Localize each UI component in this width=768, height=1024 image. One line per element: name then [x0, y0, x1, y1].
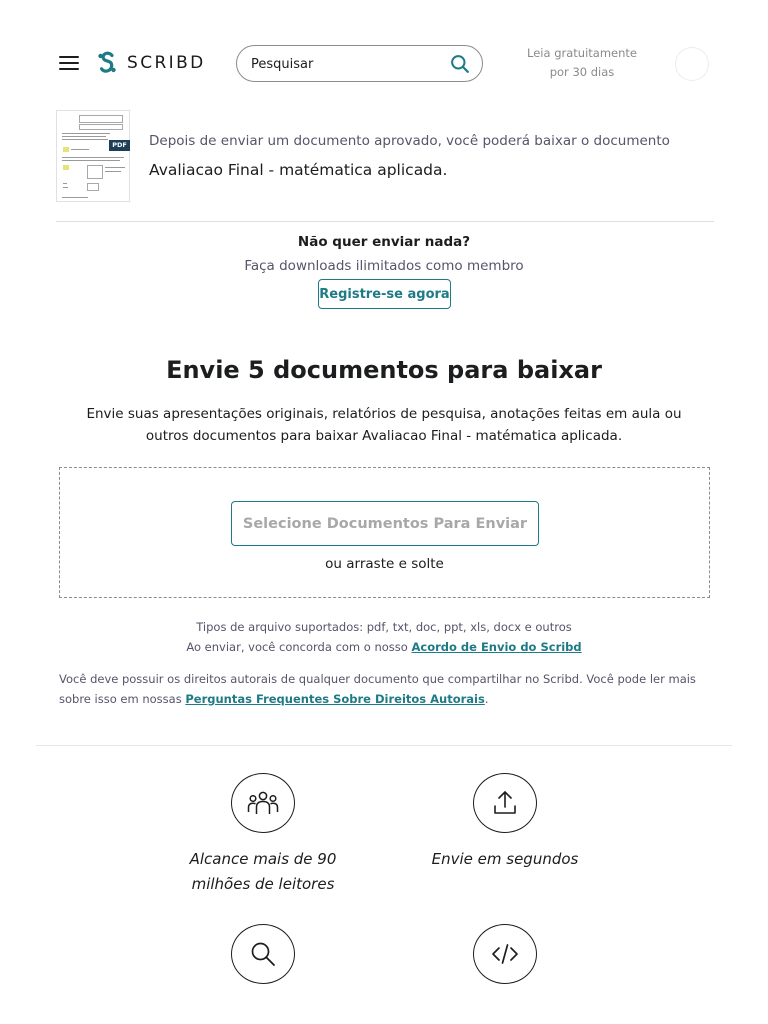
upload-dropzone[interactable]: [59, 467, 710, 598]
copyright-suffix: .: [484, 692, 489, 706]
no-upload-title: Não quer enviar nada?: [297, 234, 471, 250]
search-icon[interactable]: [450, 54, 470, 74]
upload-agreement-link[interactable]: Acordo de Envio do Scribd: [411, 640, 582, 654]
download-note: Depois de enviar um documento aprovado, você poderá baixar o documento: [149, 133, 670, 149]
avatar[interactable]: [675, 47, 709, 81]
pdf-badge: PDF: [109, 140, 130, 151]
free-trial-line1: Leia gratuitamente: [527, 46, 637, 60]
copyright-faq-link[interactable]: Perguntas Frequentes Sobre Direitos Autorais: [185, 692, 485, 706]
search-feature-icon: [231, 924, 295, 984]
scribd-logo-icon: [96, 50, 118, 76]
document-thumbnail[interactable]: [56, 110, 130, 202]
search-input[interactable]: [251, 54, 441, 74]
feature-reach-line2: milhões de leitores: [191, 875, 335, 893]
upload-description: Envie suas apresentações originais, relatórios de pesquisa, anotações feitas em aula ou outros documentos para baixar Avaliacao Final - matématica aplicada.: [86, 406, 682, 444]
feature-upload-label: [410, 847, 600, 872]
logo-text: SCRIBD: [127, 53, 206, 73]
upload-agreement: [0, 640, 768, 654]
document-preview-row: [56, 110, 714, 222]
hamburger-menu-icon[interactable]: [59, 55, 79, 71]
supported-file-types: Tipos de arquivo suportados: pdf, txt, doc, ppt, xls, docx e outros: [196, 620, 572, 634]
feature-reach-line1: Alcance mais de 90: [189, 850, 337, 868]
upload-icon: [473, 773, 537, 833]
free-trial-line2: por 30 dias: [549, 65, 615, 79]
copyright-text: Você deve possuir os direitos autorais de qualquer documento que compartilhar no Scribd. Você pode ler mais sobre isso em nossas: [59, 672, 696, 706]
agreement-prefix: Ao enviar, você concorda com o nosso: [186, 640, 412, 654]
document-title: Avaliacao Final - matématica aplicada.: [149, 161, 448, 179]
copyright-notice: [59, 669, 719, 709]
header: [0, 0, 768, 100]
register-button[interactable]: Registre-se agora: [318, 279, 451, 309]
people-group-icon: [231, 773, 295, 833]
scribd-logo[interactable]: [96, 50, 206, 76]
drag-drop-text: ou arraste e solte: [325, 556, 444, 572]
code-embed-icon: [473, 924, 537, 984]
upload-heading: Envie 5 documentos para baixar: [166, 356, 602, 384]
select-documents-button[interactable]: Selecione Documentos Para Enviar: [231, 501, 539, 546]
feature-reach-label: [168, 847, 358, 897]
section-divider: [36, 745, 732, 746]
free-trial-link[interactable]: [512, 44, 652, 82]
no-upload-subtitle: Faça downloads ilimitados como membro: [244, 258, 524, 274]
feature-upload-line1: Envie em segundos: [431, 850, 579, 868]
search-box: [236, 45, 483, 82]
